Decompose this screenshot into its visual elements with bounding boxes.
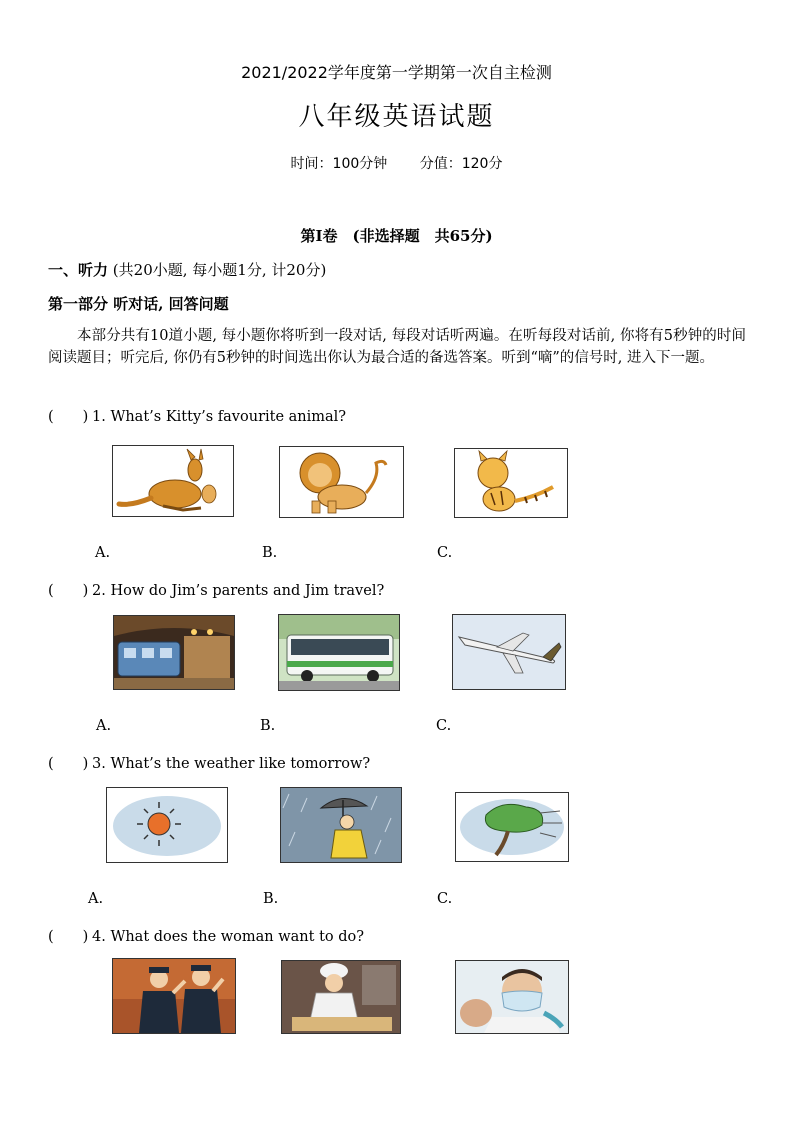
exam-score: 分值：120分	[419, 156, 503, 172]
question-text: 3. What’s the weather like tomorrow?	[92, 756, 371, 772]
question-2	[48, 579, 384, 600]
question-text: 2. How do Jim’s parents and Jim travel?	[92, 583, 385, 599]
rainy-image	[280, 787, 402, 863]
airplane-image	[452, 614, 566, 690]
instructions-paragraph: 本部分共有10道小题, 每小题你将听到一段对话, 每段对话听两遍。在听每段对话前, 你将有5秒钟的时间阅读题目；听完后, 你仍有5秒钟的时间选出你认为最合适的备选答案。听到“嘀”的信号时, 进入下一题。	[48, 328, 746, 366]
answer-blank[interactable]: ( )	[48, 756, 89, 772]
lion-image	[279, 446, 404, 518]
subway-image	[113, 615, 235, 690]
answer-blank[interactable]: ( )	[48, 409, 89, 425]
exam-title: 八年级英语试题	[298, 102, 495, 132]
option-c[interactable]: C.	[436, 718, 452, 734]
exam-meta	[0, 153, 793, 173]
option-a[interactable]: A.	[95, 545, 111, 561]
sunny-image	[106, 787, 228, 863]
option-a[interactable]: A.	[88, 891, 104, 907]
bus-image	[278, 614, 400, 691]
option-a[interactable]: A.	[96, 718, 112, 734]
section-title: 一、听力	[48, 261, 109, 279]
question-4	[48, 925, 364, 946]
option-c[interactable]: C.	[437, 545, 453, 561]
police-image	[112, 958, 236, 1034]
doctor-image	[455, 960, 569, 1034]
question-3	[48, 752, 370, 773]
answer-blank[interactable]: ( )	[48, 583, 89, 599]
kangaroo-image	[112, 445, 234, 517]
option-c[interactable]: C.	[437, 891, 453, 907]
answer-blank[interactable]: ( )	[48, 929, 89, 945]
option-b[interactable]: B.	[262, 545, 278, 561]
tiger-image	[454, 448, 568, 518]
volume-heading: 第I卷 (非选择题 共65分)	[300, 227, 493, 245]
option-b[interactable]: B.	[263, 891, 279, 907]
question-text: 4. What does the woman want to do?	[92, 929, 365, 945]
exam-time: 时间：100分钟	[290, 156, 388, 172]
option-b[interactable]: B.	[260, 718, 276, 734]
section-heading	[48, 259, 326, 280]
question-1	[48, 405, 346, 426]
section-detail: (共20小题, 每小题1分, 计20分)	[112, 261, 327, 279]
part-heading: 第一部分 听对话, 回答问题	[48, 295, 229, 313]
exam-year-line: 2021/2022学年度第一学期第一次自主检测	[241, 63, 552, 82]
chef-image	[281, 960, 401, 1034]
windy-image	[455, 792, 569, 862]
question-text: 1. What’s Kitty’s favourite animal?	[92, 409, 347, 425]
